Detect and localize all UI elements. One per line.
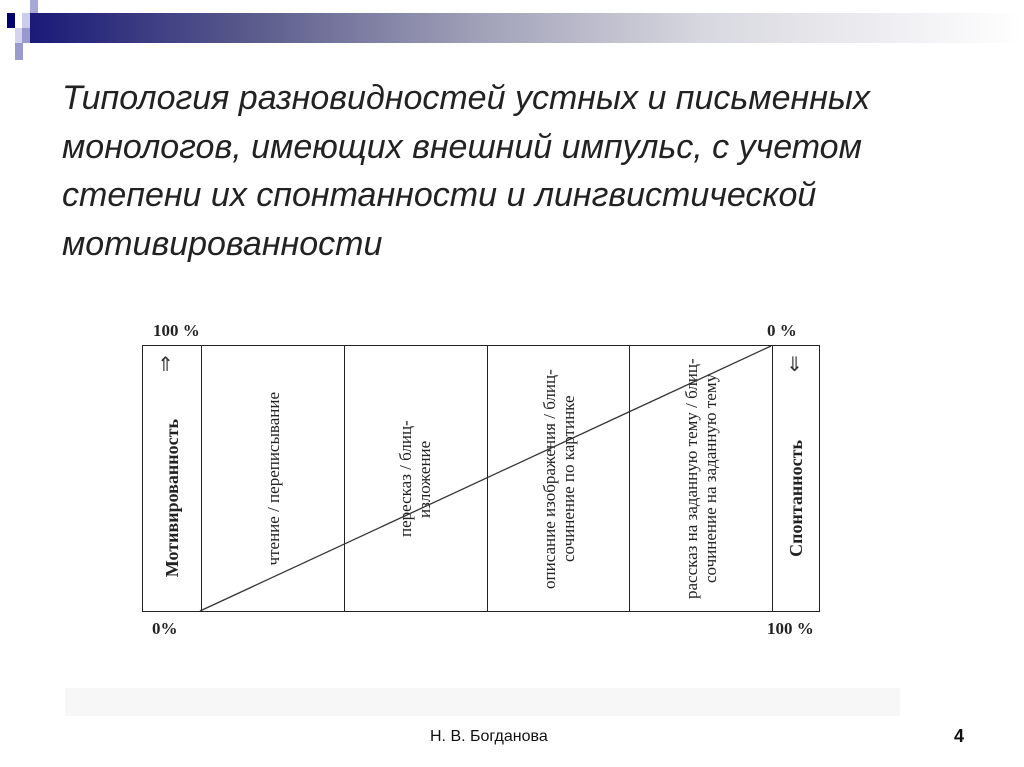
spontaneity-min-label: 0 % (767, 321, 797, 340)
motivation-min-label: 0% (152, 619, 178, 638)
deco-square (7, 13, 15, 28)
page-number: 4 (954, 726, 965, 746)
footer-author: Н. В. Богданова (430, 728, 548, 745)
column-label: рассказ на заданную тему / блиц-сочинение на заданную тему (682, 358, 720, 599)
arrow-down-icon: ⇓ (786, 352, 803, 376)
spontaneity-axis-label: Спонтанность (785, 440, 806, 557)
trend-line (200, 346, 771, 611)
header-gradient-bar (30, 13, 1024, 43)
deco-square (22, 28, 30, 43)
motivation-max-label: 100 % (153, 321, 200, 340)
column-label: описание изображения / блиц-сочинение по картинке (539, 368, 578, 589)
column-label: пересказ / блиц-изложение (396, 420, 434, 537)
slide-title: Типология разновидностей устных и письменных монологов, имеющих внешний импульс, с учетом степени их спонтанности и лингвистической мотивированности (62, 79, 870, 263)
background-band (65, 688, 900, 716)
motivation-axis-label: Мотивированность (161, 419, 182, 578)
deco-square (15, 43, 23, 60)
spontaneity-max-label: 100 % (767, 619, 814, 638)
diagonal-line (142, 345, 820, 612)
arrow-up-icon: ⇑ (157, 352, 174, 376)
column-label: чтение / переписывание (263, 391, 283, 566)
deco-square (22, 13, 30, 28)
